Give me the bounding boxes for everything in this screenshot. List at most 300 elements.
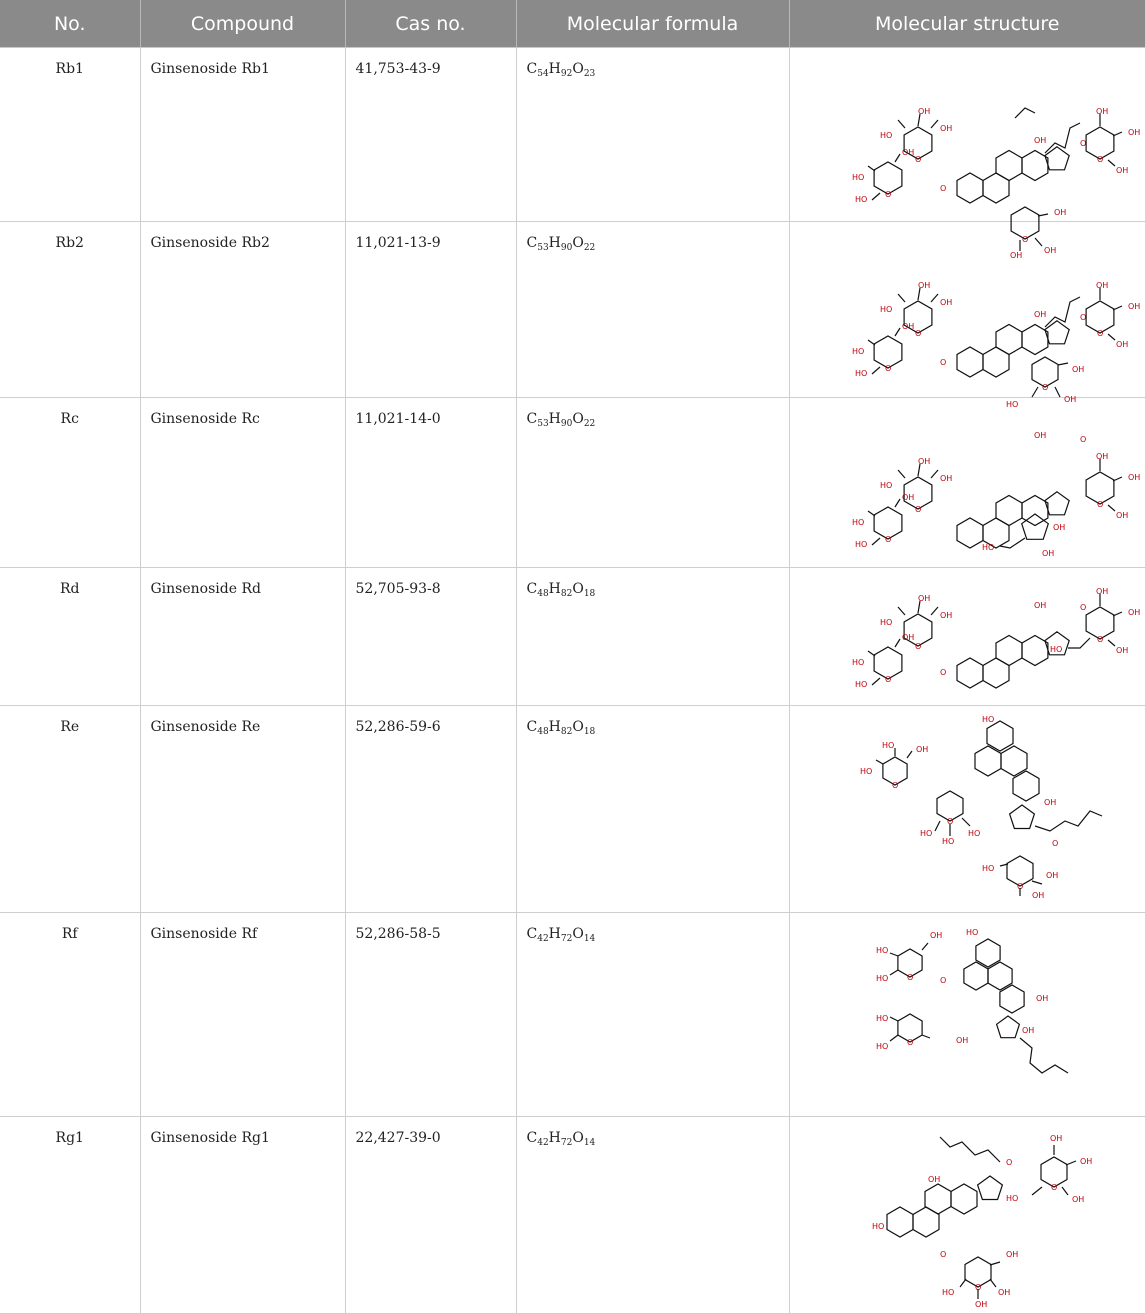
cell-structure: [789, 398, 1145, 568]
steroid-ring-b: [983, 347, 1009, 377]
cell-no: Rb1: [0, 48, 140, 222]
atom-label: HO: [851, 173, 864, 182]
cell-structure: [789, 706, 1145, 913]
atom-label: OH: [901, 148, 914, 157]
atom-label: OH: [1071, 365, 1084, 374]
atom-label: OH: [1031, 891, 1044, 900]
atom-label: OH: [939, 474, 952, 483]
steroid-ring-c: [925, 1184, 951, 1214]
steroid-ring-a: [957, 658, 983, 688]
table-row: [0, 1117, 1145, 1314]
atom-label: OH: [1127, 128, 1140, 137]
formula-count: 82: [560, 727, 573, 737]
atom-label: OH: [1115, 646, 1128, 655]
formula-count: 14: [583, 934, 596, 944]
atom-label: O: [906, 1038, 913, 1047]
ginsenoside-rb1-structure-icon: [790, 48, 1145, 260]
cell-structure: [789, 222, 1145, 409]
bond-line: [1058, 363, 1068, 365]
formula-element: H: [548, 926, 561, 942]
atom-label: HO: [941, 837, 954, 846]
structure-drawing: [852, 281, 1140, 409]
formula-element: O: [572, 235, 584, 251]
formula-count: 23: [583, 69, 596, 79]
formula-element: C: [526, 581, 538, 597]
atom-label: O: [891, 781, 898, 790]
atom-label: O: [914, 642, 921, 651]
formula-element: H: [548, 61, 561, 77]
bond-line: [868, 166, 875, 171]
bond-line: [1032, 387, 1038, 397]
bond-line: [895, 154, 900, 162]
atom-label: OH: [1005, 1250, 1018, 1259]
atom-label: OH: [1033, 310, 1046, 319]
bond-line: [1032, 881, 1042, 884]
atom-label: HO: [879, 481, 892, 490]
formula-element: O: [572, 926, 584, 942]
steroid-ring-c: [996, 151, 1022, 181]
side-chain: [1020, 1038, 1068, 1073]
atom-label: O: [884, 675, 891, 684]
atom-label: HO: [851, 658, 864, 667]
atom-label: O: [884, 535, 891, 544]
cell-structure: [789, 913, 1145, 1117]
atom-label: OH: [1095, 587, 1108, 596]
atom-label: HO: [967, 829, 980, 838]
cell-compound: Ginsenoside Rg1: [140, 1117, 345, 1314]
steroid-ring-b: [983, 658, 1009, 688]
atom-label: OH: [1045, 871, 1058, 880]
cell-formula: [516, 706, 789, 913]
formula-count: 54: [537, 69, 549, 79]
atom-label: OH: [1053, 208, 1066, 217]
atom-label: HO: [881, 741, 894, 750]
atom-label: O: [914, 505, 921, 514]
bond-line: [907, 751, 912, 758]
atom-label: O: [1079, 435, 1086, 444]
atom-label: HO: [871, 1222, 884, 1231]
cell-compound: Ginsenoside Rd: [140, 568, 345, 706]
ginsenoside-rf-structure-icon: [790, 913, 1145, 1115]
atom-label: HO: [854, 540, 867, 549]
cell-compound: Ginsenoside Rc: [140, 398, 345, 568]
atom-label: HO: [919, 829, 932, 838]
header-compound[interactable]: Compound: [140, 0, 345, 48]
atom-label: O: [914, 329, 921, 338]
cell-no: Rd: [0, 568, 140, 706]
atom-label: O: [939, 1250, 946, 1259]
atom-label: HO: [854, 680, 867, 689]
steroid-ring-d: [951, 1184, 977, 1214]
atom-label: O: [1021, 235, 1028, 244]
atom-label: HO: [965, 928, 978, 937]
table-row: [0, 48, 1145, 222]
atom-label: O: [1096, 635, 1103, 644]
cell-compound: Ginsenoside Rb1: [140, 48, 345, 222]
atom-label: O: [974, 1283, 981, 1292]
formula-element: C: [526, 61, 538, 77]
formula-count: 82: [560, 589, 573, 599]
formula-count: 92: [560, 69, 573, 79]
atom-label: HO: [941, 1288, 954, 1297]
bond-line: [872, 367, 880, 374]
formula-element: C: [526, 719, 538, 735]
cell-formula: [516, 1117, 789, 1314]
bond-line: [960, 1279, 966, 1287]
atom-label: O: [1079, 313, 1086, 322]
formula-count: 18: [583, 589, 596, 599]
atom-label: OH: [1127, 473, 1140, 482]
structure-drawing: [852, 587, 1140, 689]
bond-line: [962, 818, 970, 826]
atom-label: OH: [1079, 1157, 1092, 1166]
atom-label: O: [1096, 500, 1103, 509]
atom-label: OH: [901, 322, 914, 331]
atom-label: OH: [1115, 166, 1128, 175]
formula-count: 14: [583, 1138, 596, 1148]
atom-label: O: [1051, 839, 1058, 848]
formula-element: O: [572, 61, 584, 77]
bond-line: [931, 470, 938, 478]
bond-line: [895, 328, 900, 336]
steroid-ring-d: [1022, 325, 1048, 355]
atom-label: OH: [974, 1300, 987, 1309]
formula-count: 90: [560, 419, 573, 429]
formula-element: C: [526, 411, 538, 427]
formula-count: 22: [583, 243, 596, 253]
atom-label: OH: [939, 124, 952, 133]
atom-label: OH: [917, 457, 930, 466]
atom-label: OH: [1095, 281, 1108, 290]
formula-count: 48: [537, 589, 549, 599]
atom-label: HO: [851, 518, 864, 527]
atom-label: HO: [1005, 400, 1018, 409]
cell-no: Rc: [0, 398, 140, 568]
cell-structure: [789, 48, 1145, 260]
atom-label: O: [884, 364, 891, 373]
atom-label: OH: [1035, 994, 1048, 1003]
atom-label: OH: [1071, 1195, 1084, 1204]
atom-label: OH: [901, 633, 914, 642]
cell-cas: 52,286-58-5: [345, 913, 516, 1117]
atom-label: O: [914, 155, 921, 164]
steroid-ring-a: [975, 939, 999, 967]
atom-label: OH: [901, 493, 914, 502]
cell-cas: 41,753-43-9: [345, 48, 516, 222]
bond-line: [922, 1035, 930, 1038]
atom-label: OH: [1021, 1026, 1034, 1035]
steroid-ring-d: [1022, 151, 1048, 181]
atom-label: OH: [1095, 107, 1108, 116]
side-chain: [1015, 108, 1035, 118]
formula-element: C: [526, 235, 538, 251]
cell-no: Rb2: [0, 222, 140, 398]
side-chain: [1045, 297, 1080, 327]
bond-line: [1113, 306, 1122, 310]
atom-label: OH: [1063, 395, 1076, 404]
atom-label: OH: [939, 298, 952, 307]
atom-label: OH: [1127, 302, 1140, 311]
bond-line: [990, 1279, 996, 1287]
bond-line: [1062, 1187, 1068, 1195]
bond-line: [895, 639, 900, 647]
steroid-ring-a: [987, 721, 1013, 751]
cell-structure: [789, 568, 1145, 706]
steroid-ring-b: [963, 962, 987, 990]
atom-label: HO: [854, 195, 867, 204]
bond-line: [1066, 1161, 1076, 1165]
formula-count: 42: [537, 1138, 549, 1148]
bond-line: [1113, 477, 1122, 481]
atom-label: OH: [1033, 431, 1046, 440]
bond-line: [890, 1035, 898, 1041]
steroid-ring-e: [1044, 492, 1068, 515]
atom-label: HO: [879, 131, 892, 140]
ginsenoside-rc-structure-icon: [790, 398, 1145, 566]
atom-label: OH: [1043, 798, 1056, 807]
atom-label: OH: [1052, 523, 1065, 532]
header-formula[interactable]: Molecular formula: [516, 0, 789, 48]
atom-label: OH: [1043, 246, 1056, 255]
steroid-ring-c: [996, 636, 1022, 666]
furanose-ring: [1021, 514, 1048, 539]
steroid-ring-b: [975, 746, 1001, 776]
bond-line: [1113, 132, 1122, 136]
atom-label: O: [939, 668, 946, 677]
header-cas[interactable]: Cas no.: [345, 0, 516, 48]
cell-cas: 22,427-39-0: [345, 1117, 516, 1314]
formula-element: O: [572, 581, 584, 597]
ginsenoside-rb2-structure-icon: [790, 222, 1145, 409]
atom-label: O: [939, 184, 946, 193]
structure-drawing: [852, 431, 1140, 558]
formula-element: H: [548, 581, 561, 597]
bond-line: [1108, 505, 1115, 511]
cell-compound: Ginsenoside Rb2: [140, 222, 345, 398]
cell-formula: [516, 913, 789, 1117]
atom-label: O: [939, 358, 946, 367]
bond-line: [931, 294, 938, 302]
bond-line: [890, 953, 898, 956]
atom-label: OH: [917, 281, 930, 290]
atom-label: OH: [997, 1288, 1010, 1297]
table-row: [0, 568, 1145, 706]
steroid-ring-d: [1022, 636, 1048, 666]
structure-drawing: [876, 928, 1068, 1073]
structure-drawing: [872, 1134, 1092, 1309]
formula-element: H: [548, 1130, 561, 1146]
formula-count: 90: [560, 243, 573, 253]
bond-line: [898, 120, 905, 128]
side-chain: [1045, 123, 1080, 153]
bond-line: [872, 538, 880, 545]
bond-line: [1108, 640, 1115, 646]
atom-label: OH: [917, 107, 930, 116]
steroid-ring-b: [983, 173, 1009, 203]
atom-label: O: [1079, 603, 1086, 612]
formula-count: 22: [583, 419, 596, 429]
atom-label: O: [1079, 139, 1086, 148]
table-row: [0, 398, 1145, 568]
atom-label: O: [1096, 329, 1103, 338]
bond-line: [868, 651, 875, 656]
bond-line: [1068, 638, 1090, 648]
steroid-ring-c: [987, 962, 1011, 990]
side-chain: [940, 1137, 1000, 1162]
formula-count: 53: [537, 419, 549, 429]
atom-label: OH: [1115, 511, 1128, 520]
atom-label: OH: [955, 1036, 968, 1045]
formula-count: 42: [537, 934, 549, 944]
table-row: [0, 913, 1145, 1117]
atom-label: HO: [875, 946, 888, 955]
atom-label: O: [1016, 882, 1023, 891]
ginsenoside-re-structure-icon: [790, 706, 1145, 911]
atom-label: HO: [854, 369, 867, 378]
table-row: [0, 222, 1145, 398]
bond-line: [898, 470, 905, 478]
atom-label: OH: [1033, 136, 1046, 145]
atom-label: OH: [1115, 340, 1128, 349]
steroid-ring-d: [999, 985, 1023, 1013]
ginsenoside-rg1-structure-icon: [790, 1117, 1145, 1312]
formula-element: H: [548, 235, 561, 251]
atom-label: HO: [879, 618, 892, 627]
ginsenoside-rd-structure-icon: [790, 568, 1145, 704]
bond-line: [1032, 1187, 1042, 1195]
steroid-ring-a: [887, 1207, 913, 1237]
atom-label: HO: [879, 305, 892, 314]
structure-drawing: [860, 715, 1102, 900]
atom-label: OH: [939, 611, 952, 620]
header-no[interactable]: No.: [0, 0, 140, 48]
steroid-ring-a: [957, 518, 983, 548]
bond-line: [898, 294, 905, 302]
cell-compound: Ginsenoside Rf: [140, 913, 345, 1117]
formula-element: C: [526, 926, 538, 942]
formula-count: 72: [560, 934, 573, 944]
atom-label: HO: [981, 864, 994, 873]
formula-element: O: [572, 1130, 584, 1146]
header-structure[interactable]: Molecular structure: [789, 0, 1145, 48]
cell-no: Rf: [0, 913, 140, 1117]
bond-line: [931, 607, 938, 615]
cell-formula: [516, 398, 789, 568]
bond-line: [922, 943, 928, 950]
bond-line: [868, 340, 875, 345]
atom-label: HO: [875, 1042, 888, 1051]
atom-label: HO: [981, 543, 994, 552]
bond-line: [890, 1017, 898, 1021]
atom-label: OH: [929, 931, 942, 940]
atom-label: O: [1041, 383, 1048, 392]
atom-label: HO: [1005, 1194, 1018, 1203]
steroid-ring-a: [957, 173, 983, 203]
atom-label: HO: [875, 974, 888, 983]
cell-cas: 11,021-13-9: [345, 222, 516, 398]
cell-compound: Ginsenoside Re: [140, 706, 345, 913]
bond-line: [868, 511, 875, 516]
atom-label: O: [1050, 1183, 1057, 1192]
bond-line: [1108, 334, 1115, 340]
bond-line: [990, 1262, 1000, 1265]
bond-line: [895, 499, 900, 507]
atom-label: O: [939, 976, 946, 985]
atom-label: HO: [875, 1014, 888, 1023]
atom-label: HO: [1049, 645, 1062, 654]
steroid-ring-e: [977, 1176, 1002, 1200]
atom-label: OH: [915, 745, 928, 754]
atom-label: O: [1005, 1158, 1012, 1167]
side-chain: [1035, 811, 1102, 831]
steroid-ring-c: [996, 496, 1022, 526]
bond-line: [890, 970, 898, 975]
atom-label: OH: [1041, 549, 1054, 558]
atom-label: OH: [1009, 251, 1022, 260]
atom-label: HO: [851, 347, 864, 356]
steroid-ring-b: [913, 1207, 939, 1237]
cell-formula: [516, 222, 789, 398]
steroid-ring-e: [996, 1016, 1019, 1038]
cell-formula: [516, 48, 789, 222]
bond-line: [872, 193, 880, 200]
atom-label: O: [946, 817, 953, 826]
formula-element: O: [572, 411, 584, 427]
steroid-ring-a: [957, 347, 983, 377]
bond-line: [1108, 160, 1115, 166]
atom-label: OH: [1095, 452, 1108, 461]
atom-label: HO: [981, 715, 994, 724]
header-row: [0, 0, 1145, 48]
bond-line: [1055, 387, 1060, 397]
cell-cas: 52,705-93-8: [345, 568, 516, 706]
formula-count: 18: [583, 727, 596, 737]
cell-structure: [789, 1117, 1145, 1314]
steroid-ring-d: [1013, 771, 1039, 801]
atom-label: OH: [1049, 1134, 1062, 1143]
atom-label: OH: [1033, 601, 1046, 610]
cell-cas: 52,286-59-6: [345, 706, 516, 913]
formula-element: C: [526, 1130, 538, 1146]
bond-line: [1113, 612, 1122, 616]
atom-label: OH: [927, 1175, 940, 1184]
bond-line: [898, 607, 905, 615]
cell-formula: [516, 568, 789, 706]
cell-no: Re: [0, 706, 140, 913]
formula-count: 72: [560, 1138, 573, 1148]
bond-line: [872, 678, 880, 685]
atom-label: O: [884, 190, 891, 199]
formula-element: H: [548, 719, 561, 735]
atom-label: O: [906, 973, 913, 982]
atom-label: OH: [917, 594, 930, 603]
formula-count: 48: [537, 727, 549, 737]
cell-cas: 11,021-14-0: [345, 398, 516, 568]
steroid-ring-c: [1001, 746, 1027, 776]
formula-element: H: [548, 411, 561, 427]
bond-line: [931, 120, 938, 128]
bond-line: [935, 821, 940, 831]
steroid-ring-e: [1009, 805, 1034, 829]
bond-line: [876, 760, 883, 764]
cell-no: Rg1: [0, 1117, 140, 1314]
formula-element: O: [572, 719, 584, 735]
atom-label: OH: [1127, 608, 1140, 617]
formula-count: 53: [537, 243, 549, 253]
atom-label: O: [1096, 155, 1103, 164]
steroid-ring-c: [996, 325, 1022, 355]
table-row: [0, 706, 1145, 913]
